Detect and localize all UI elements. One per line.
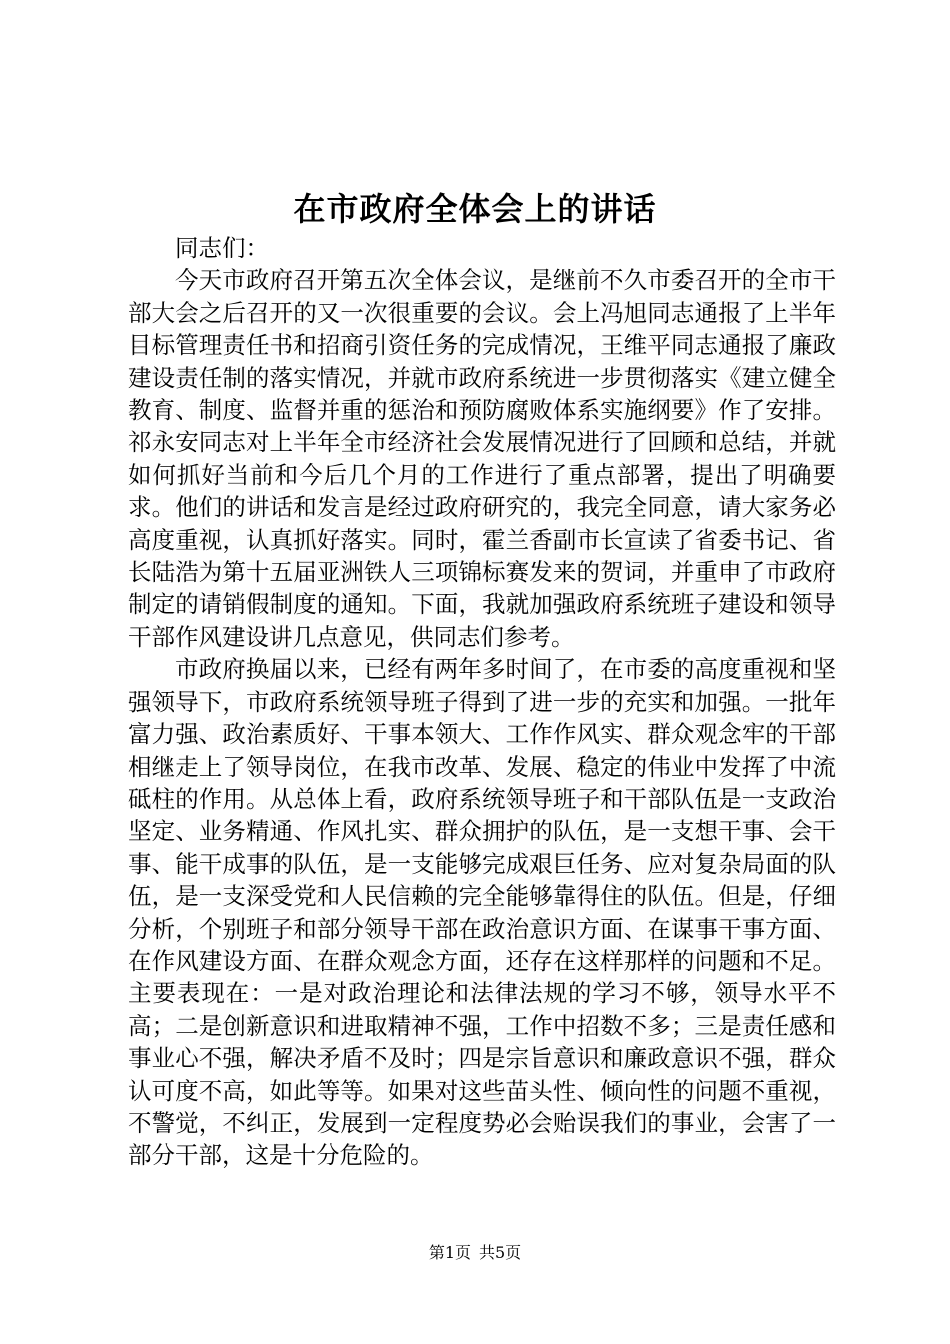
salutation: 同志们： [175,234,269,262]
document-body [128,232,836,1172]
paragraph-2: 市政府换届以来，已经有两年多时间了，在市委的高度重视和坚强领导下，市政府系统领导班子得到了进一步的充实和加强。一批年富力强、政治素质好、干事本领大、工作作风实、群众观念牢的干部相继走上了领导岗位，在我市改革、发展、稳定的伟业中发挥了中流砥柱的作用。从总体上看，政府系统领导班子和干部队伍是一支政治坚定、业务精通、作风扎实、群众拥护的队伍，是一支想干事、会干事、能干成事的队伍，是一支能够完成艰巨任务、应对复杂局面的队伍，是一支深受党和人民信赖的完全能够靠得住的队伍。但是，仔细分析，个别班子和部分领导干部在政治意识方面、在谋事干事方面、在作风建设方面、在群众观念方面，还存在这样那样的问题和不足。主要表现在：一是对政治理论和法律法规的学习不够，领导水平不高；二是创新意识和进取精神不强，工作中招数不多；三是责任感和事业心不强，解决矛盾不及时；四是宗旨意识和廉政意识不强，群众认可度不高，如此等等。如果对这些苗头性、倾向性的问题不重视，不警觉，不纠正，发展到一定程度势必会贻误我们的事业，会害了一部分干部，这是十分危险的。 [128,655,836,1170]
document-title: 在市政府全体会上的讲话 [293,190,657,228]
page-number: 第1页 [428,1243,471,1262]
page-total: 共5页 [479,1243,522,1262]
page-footer [0,1242,950,1264]
paragraph-1: 今天市政府召开第五次全体会议，是继前不久市委召开的全市干部大会之后召开的又一次很重要的会议。会上冯旭同志通报了上半年目标管理责任书和招商引资任务的完成情况，王维平同志通报了廉政建设责任制的落实情况，并就市政府系统进一步贯彻落实《建立健全教育、制度、监督并重的惩治和预防腐败体系实施纲要》作了安排。祁永安同志对上半年全市经济社会发展情况进行了回顾和总结，并就如何抓好当前和今后几个月的工作进行了重点部署，提出了明确要求。他们的讲话和发言是经过政府研究的，我完全同意，请大家务必高度重视，认真抓好落实。同时，霍兰香副市长宣读了省委书记、省长陆浩为第十五届亚洲铁人三项锦标赛发来的贺词，并重申了市政府制定的请销假制度的通知。下面，我就加强政府系统班子建设和领导干部作风建设讲几点意见，供同志们参考。 [128,266,836,651]
